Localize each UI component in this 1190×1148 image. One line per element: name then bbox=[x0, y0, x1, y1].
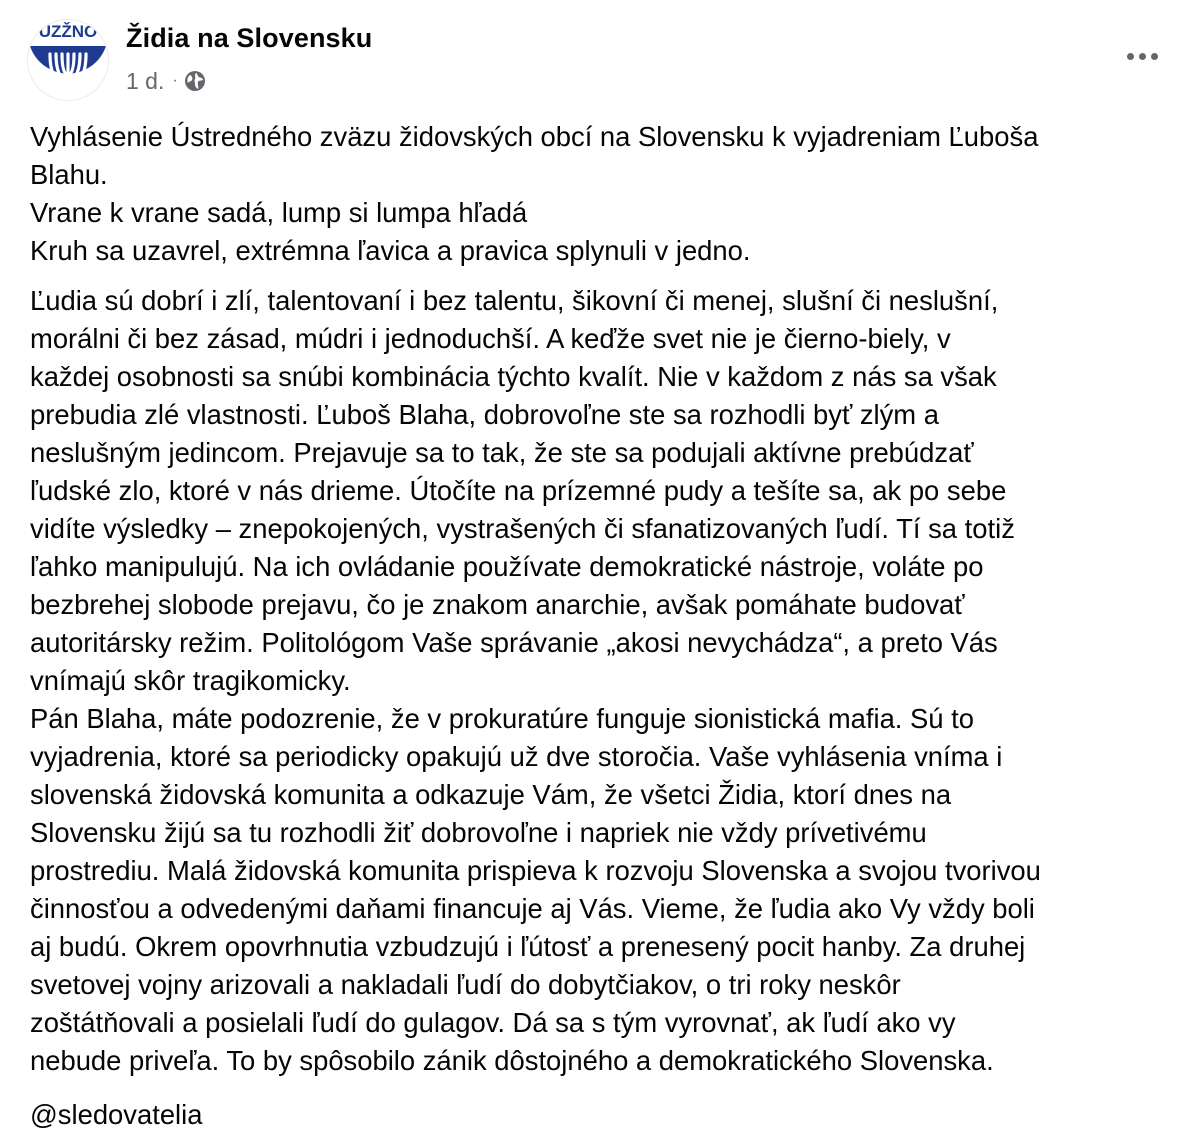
text-line: Vrane k vrane sadá, lump si lumpa hľadá bbox=[30, 197, 528, 228]
more-options-icon bbox=[1127, 53, 1134, 60]
text-line: Pán Blaha, máte podozrenie, že v prokuratúre funguje sionistická mafia. Sú to bbox=[30, 703, 974, 734]
avatar-logo-text: ÚZŽNO bbox=[38, 22, 98, 41]
text-line: Blahu. bbox=[30, 159, 108, 190]
text-line: morálni či bez zásad, múdri i jednoduchší. A keďže svet nie je čierno-biely, v bbox=[30, 323, 951, 354]
text-line: prebudia zlé vlastnosti. Ľuboš Blaha, dobrovoľne ste sa rozhodli byť zlým a bbox=[30, 399, 939, 430]
page-avatar[interactable] bbox=[28, 20, 108, 100]
text-line: vyjadrenia, ktoré sa periodicky opakujú už dve storočia. Vaše vyhlásenia vníma i bbox=[30, 741, 1003, 772]
mention-link[interactable]: @sledovatelia bbox=[30, 1099, 203, 1130]
post-header bbox=[28, 20, 1168, 110]
text-line: bezbrehej slobode prejavu, čo je znakom anarchie, avšak pomáhate budovať bbox=[30, 589, 965, 620]
text-line: neslušným jedincom. Prejavuje sa to tak, že ste sa podujali aktívne prebúdzať bbox=[30, 437, 974, 468]
text-line: autoritársky režim. Politológom Vaše správanie „akosi nevychádza“, a preto Vás bbox=[30, 627, 998, 658]
meta-separator: · bbox=[172, 72, 178, 89]
text-line: prostrediu. Malá židovská komunita prispieva k rozvoju Slovenska a svojou tvorivou bbox=[30, 855, 1041, 886]
more-options-dot bbox=[1139, 53, 1146, 60]
text-line: aj budú. Okrem opovrhnutia vzbudzujú i ľútosť a prenesený pocit hanby. Za druhej bbox=[30, 931, 1026, 962]
text-line: zoštátňovali a posielali ľudí do gulagov. Dá sa s tým vyrovnať, ak ľudí ako vy bbox=[30, 1007, 956, 1038]
text-line: každej osobnosti sa snúbi kombinácia týchto kvalít. Nie v každom z nás sa však bbox=[30, 361, 997, 392]
text-line: Ľudia sú dobrí i zlí, talentovaní i bez talentu, šikovní či menej, slušní či neslušní, bbox=[30, 285, 999, 316]
text-line: slovenská židovská komunita a odkazuje Vám, že všetci Židia, ktorí dnes na bbox=[30, 779, 952, 810]
text-line: vnímajú skôr tragikomicky. bbox=[30, 665, 351, 696]
post-paragraph bbox=[30, 118, 1170, 270]
post-paragraph bbox=[30, 700, 1170, 1080]
text-line: ľahko manipulujú. Na ich ovládanie používate demokratické nástroje, voláte po bbox=[30, 551, 984, 582]
text-line: činnosťou a odvedenými daňami financuje aj Vás. Vieme, že ľudia ako Vy vždy boli bbox=[30, 893, 1035, 924]
menorah-logo-icon bbox=[28, 20, 108, 100]
page-name-link[interactable]: Židia na Slovensku bbox=[126, 23, 373, 53]
text-line: nebude priveľa. To by spôsobilo zánik dôstojného a demokratického Slovenska. bbox=[30, 1045, 994, 1076]
text-line: svetovej vojny arizovali a nakladali ľudí do dobytčiakov, o tri roky neskôr bbox=[30, 969, 901, 1000]
post-body bbox=[30, 118, 1170, 1080]
text-line: Vyhlásenie Ústredného zväzu židovských obcí na Slovensku k vyjadreniam Ľuboša bbox=[30, 121, 1039, 152]
text-line: vidíte výsledky – znepokojených, vystrašených či sfanatizovaných ľudí. Tí sa totiž bbox=[30, 513, 1015, 544]
post-paragraph bbox=[30, 282, 1170, 700]
text-line: ľudské zlo, ktoré v nás drieme. Útočíte na prízemné pudy a tešíte sa, ak po sebe bbox=[30, 475, 1007, 506]
text-line: Kruh sa uzavrel, extrémna ľavica a pravica splynuli v jedno. bbox=[30, 235, 751, 266]
more-options-dot bbox=[1151, 53, 1158, 60]
globe-icon[interactable] bbox=[184, 70, 206, 92]
text-line: Slovensku žijú sa tu rozhodli žiť dobrovoľne i napriek nie vždy prívetivému bbox=[30, 817, 927, 848]
more-options-button[interactable] bbox=[1116, 34, 1168, 78]
post-timestamp[interactable]: 1 d. bbox=[126, 67, 165, 94]
post-meta bbox=[126, 67, 206, 95]
